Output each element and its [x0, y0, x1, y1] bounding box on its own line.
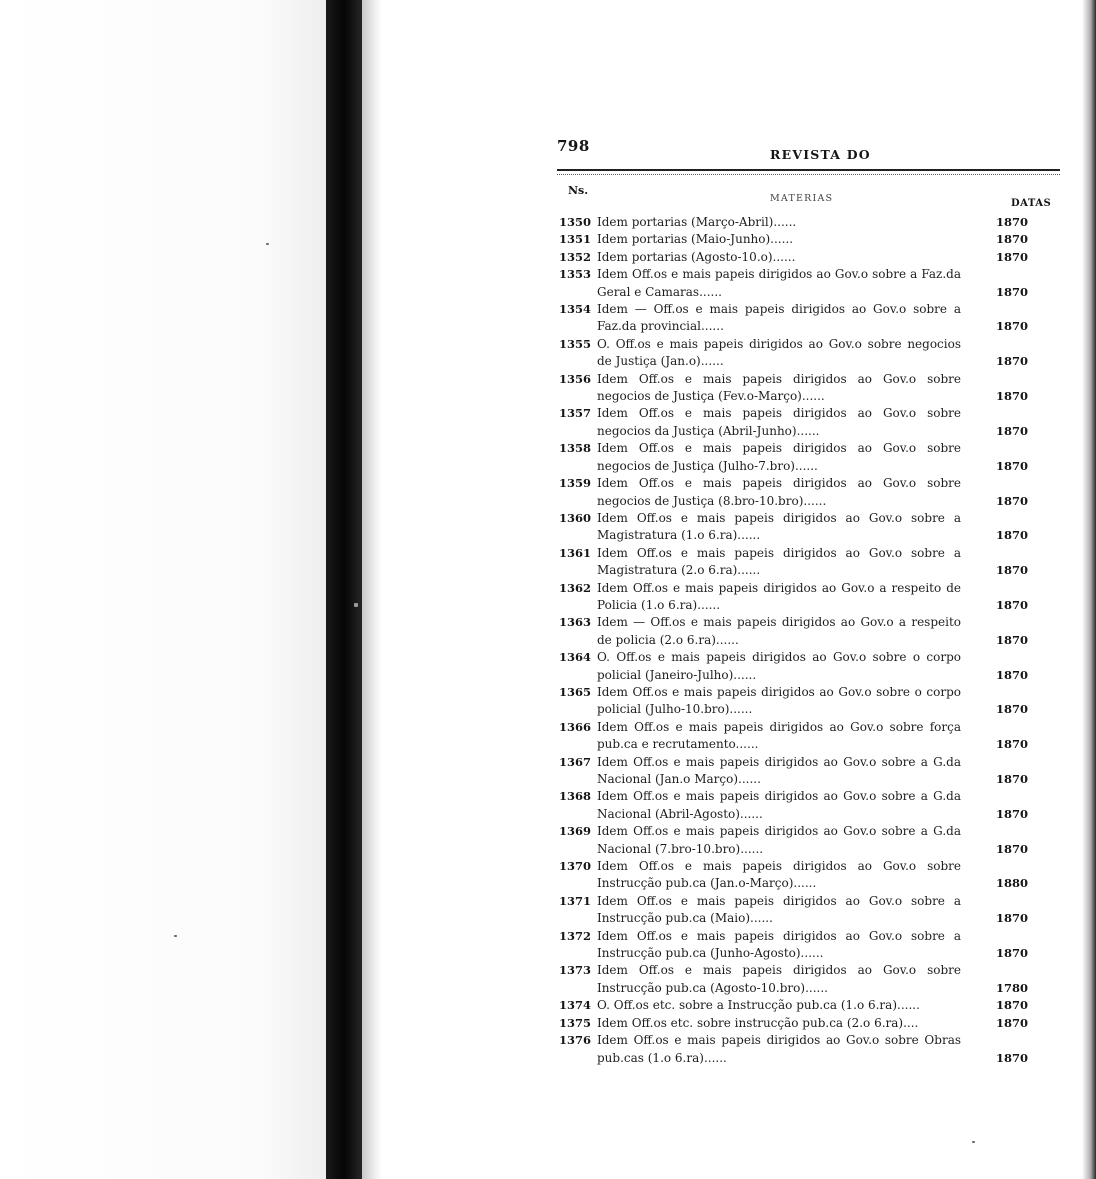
entry-description: Idem — Off.os e mais papeis dirigidos ao Gov.o a respeito de policia (2.o 6.ra)......: [597, 615, 961, 647]
entry-number: 1351: [558, 232, 591, 247]
entry-date: 1870: [995, 232, 1028, 247]
catalogue-entry: [548, 928, 1030, 963]
catalogue-entry: [548, 214, 1030, 231]
entry-date: 1870: [995, 911, 1028, 926]
entry-date: 1870: [995, 284, 1028, 299]
entry-description: Idem Off.os e mais papeis dirigidos ao Gov.o sobre força pub.ca e recrutamento......: [597, 719, 961, 752]
entry-date: 1780: [995, 980, 1028, 995]
column-header-number: Ns.: [568, 184, 589, 197]
entry-description: Idem Off.os e mais papeis dirigidos ao Gov.o sobre o corpo policial (Julho-10.bro)......: [597, 684, 961, 717]
catalogue-entry: [548, 1015, 1030, 1032]
entry-number: 1376: [558, 1033, 591, 1048]
entry-number: 1359: [558, 476, 591, 491]
catalogue-entry: [548, 893, 1030, 928]
catalogue-entry: [548, 371, 1030, 406]
entry-date: 1870: [995, 354, 1028, 369]
entry-date: 1870: [995, 1015, 1028, 1030]
entry-number: 1355: [558, 336, 591, 351]
catalogue-entry: [548, 580, 1030, 615]
entry-date: 1870: [995, 632, 1028, 647]
entry-number: 1361: [558, 545, 591, 560]
paper-speck: [354, 603, 358, 607]
left-blank-page: [0, 0, 326, 1179]
column-header-datas: DATAS: [1011, 198, 1052, 209]
entry-description: Idem Off.os e mais papeis dirigidos ao Gov.o sobre a G.da Nacional (7.bro-10.bro)......: [597, 824, 961, 856]
paper-speck: [266, 243, 269, 245]
entry-number: 1366: [558, 719, 591, 734]
entry-description: Idem Off.os e mais papeis dirigidos ao Gov.o sobre Instrucção pub.ca (Agosto-10.bro)......: [597, 963, 961, 995]
entry-description: Idem Off.os e mais papeis dirigidos ao Gov.o sobre negocios da Justiça (Abril-Junho)......: [597, 406, 961, 438]
entry-description: Idem portarias (Agosto-10.o)......: [597, 249, 796, 264]
catalogue-entry: [548, 649, 1030, 684]
entry-date: 1870: [995, 319, 1028, 334]
entry-number: 1363: [558, 615, 591, 630]
entry-number: 1352: [558, 249, 591, 264]
entry-number: 1358: [558, 441, 591, 456]
entry-description: Idem — Off.os e mais papeis dirigidos ao Gov.o sobre a Faz.da provincial......: [597, 302, 961, 334]
entry-date: 1870: [995, 667, 1028, 682]
catalogue-entry: [548, 614, 1030, 649]
catalogue-entry: [548, 231, 1030, 248]
entry-date: 1870: [995, 215, 1028, 229]
column-header-materias: MATERIAS: [770, 193, 834, 204]
entry-date: 1880: [995, 876, 1028, 891]
entry-description: Idem Off.os e mais papeis dirigidos ao Gov.o sobre Obras pub.cas (1.o 6.ra)......: [597, 1033, 961, 1065]
entry-description: Idem portarias (Maio-Junho)......: [597, 232, 794, 247]
entry-date: 1870: [995, 841, 1028, 856]
entry-date: 1870: [995, 389, 1028, 404]
entry-number: 1372: [558, 928, 591, 943]
book-spine-shadow: [326, 0, 362, 1179]
entry-description: Idem Off.os e mais papeis dirigidos ao Gov.o sobre negocios de Justiça (8.bro-10.bro)......: [597, 476, 961, 508]
entry-number: 1360: [558, 510, 591, 525]
entry-number: 1368: [558, 789, 591, 804]
entry-description: O. Off.os e mais papeis dirigidos ao Gov.o sobre negocios de Justiça (Jan.o)......: [597, 336, 961, 369]
catalogue-entry: [548, 249, 1030, 266]
entry-description: O. Off.os etc. sobre a Instrucção pub.ca (1.o 6.ra)......: [597, 998, 920, 1013]
entry-date: 1870: [995, 806, 1028, 821]
entry-number: 1374: [558, 998, 591, 1013]
entry-description: Idem portarias (Março-Abril)......: [597, 215, 797, 229]
entry-number: 1371: [558, 893, 591, 908]
entry-date: 1870: [995, 772, 1028, 786]
right-page-edge: [1082, 0, 1096, 1179]
page-number: 798: [557, 137, 590, 155]
entry-description: Idem Off.os e mais papeis dirigidos ao Gov.o sobre a Instrucção pub.ca (Maio)......: [597, 893, 961, 926]
entry-date: 1870: [995, 597, 1028, 612]
entry-date: 1870: [995, 458, 1028, 473]
entry-description: Idem Off.os etc. sobre instrucção pub.ca (2.o 6.ra)....: [597, 1015, 919, 1030]
entry-description: Idem Off.os e mais papeis dirigidos ao Gov.o sobre a Faz.da Geral e Camaras......: [597, 267, 961, 299]
catalogue-entry: [548, 266, 1030, 301]
entry-description: Idem Off.os e mais papeis dirigidos ao Gov.o sobre negocios de Justiça (Fev.o-Março)......: [597, 371, 961, 404]
catalogue-entry: [548, 684, 1030, 719]
entry-date: 1870: [995, 702, 1028, 717]
entry-description: Idem Off.os e mais papeis dirigidos ao Gov.o a respeito de Policia (1.o 6.ra)......: [597, 580, 961, 612]
spine-fold-gradient: [362, 0, 382, 1179]
entry-number: 1367: [558, 754, 591, 769]
catalogue-entry: [548, 545, 1030, 580]
paper-speck: [174, 935, 177, 937]
entry-description: Idem Off.os e mais papeis dirigidos ao Gov.o sobre a Magistratura (1.o 6.ra)......: [597, 510, 961, 543]
catalogue-entry: [548, 475, 1030, 510]
entry-date: 1870: [995, 1050, 1028, 1065]
catalogue-entry: [548, 788, 1030, 823]
header-rule: [557, 169, 1060, 175]
entry-number: 1357: [558, 406, 591, 421]
entry-number: 1354: [558, 302, 591, 317]
catalogue-entry: [548, 405, 1030, 440]
running-head: REVISTA DO: [770, 147, 871, 162]
catalogue-entry: [548, 301, 1030, 336]
entry-date: 1870: [995, 493, 1028, 508]
entry-description: O. Off.os e mais papeis dirigidos ao Gov.o sobre o corpo policial (Janeiro-Julho)......: [597, 650, 961, 682]
entry-date: 1870: [995, 563, 1028, 578]
catalogue-entries: [548, 214, 1030, 1067]
catalogue-entry: [548, 858, 1030, 893]
catalogue-entry: [548, 510, 1030, 545]
entry-date: 1870: [995, 737, 1028, 752]
entry-description: Idem Off.os e mais papeis dirigidos ao Gov.o sobre a G.da Nacional (Abril-Agosto)......: [597, 789, 961, 821]
entry-number: 1370: [558, 859, 591, 874]
entry-number: 1369: [558, 824, 591, 839]
entry-date: 1870: [995, 946, 1028, 961]
paper-speck: [972, 1141, 975, 1143]
entry-date: 1870: [995, 528, 1028, 543]
catalogue-entry: [548, 719, 1030, 754]
catalogue-entry: [548, 997, 1030, 1014]
catalogue-entry: [548, 440, 1030, 475]
entry-number: 1350: [558, 215, 591, 229]
entry-number: 1362: [558, 580, 591, 595]
entry-number: 1364: [558, 650, 591, 665]
entry-number: 1373: [558, 963, 591, 978]
entry-date: 1870: [995, 423, 1028, 438]
entry-number: 1365: [558, 684, 591, 699]
entry-number: 1375: [558, 1015, 591, 1030]
entry-description: Idem Off.os e mais papeis dirigidos ao Gov.o sobre Instrucção pub.ca (Jan.o-Março)......: [597, 859, 961, 891]
entry-description: Idem Off.os e mais papeis dirigidos ao Gov.o sobre a Magistratura (2.o 6.ra)......: [597, 545, 961, 578]
catalogue-entry: [548, 336, 1030, 371]
entry-description: Idem Off.os e mais papeis dirigidos ao Gov.o sobre negocios de Justiça (Julho-7.bro)......: [597, 441, 961, 473]
catalogue-entry: [548, 1032, 1030, 1067]
catalogue-entry: [548, 754, 1030, 789]
entry-date: 1870: [995, 249, 1028, 264]
entry-description: Idem Off.os e mais papeis dirigidos ao Gov.o sobre a G.da Nacional (Jan.o Março)......: [597, 754, 961, 786]
catalogue-entry: [548, 823, 1030, 858]
entry-number: 1356: [558, 371, 591, 386]
entry-date: 1870: [995, 998, 1028, 1013]
catalogue-entry: [548, 962, 1030, 997]
entry-number: 1353: [558, 267, 591, 282]
entry-description: Idem Off.os e mais papeis dirigidos ao Gov.o sobre a Instrucção pub.ca (Junho-Agosto)......: [597, 928, 961, 961]
